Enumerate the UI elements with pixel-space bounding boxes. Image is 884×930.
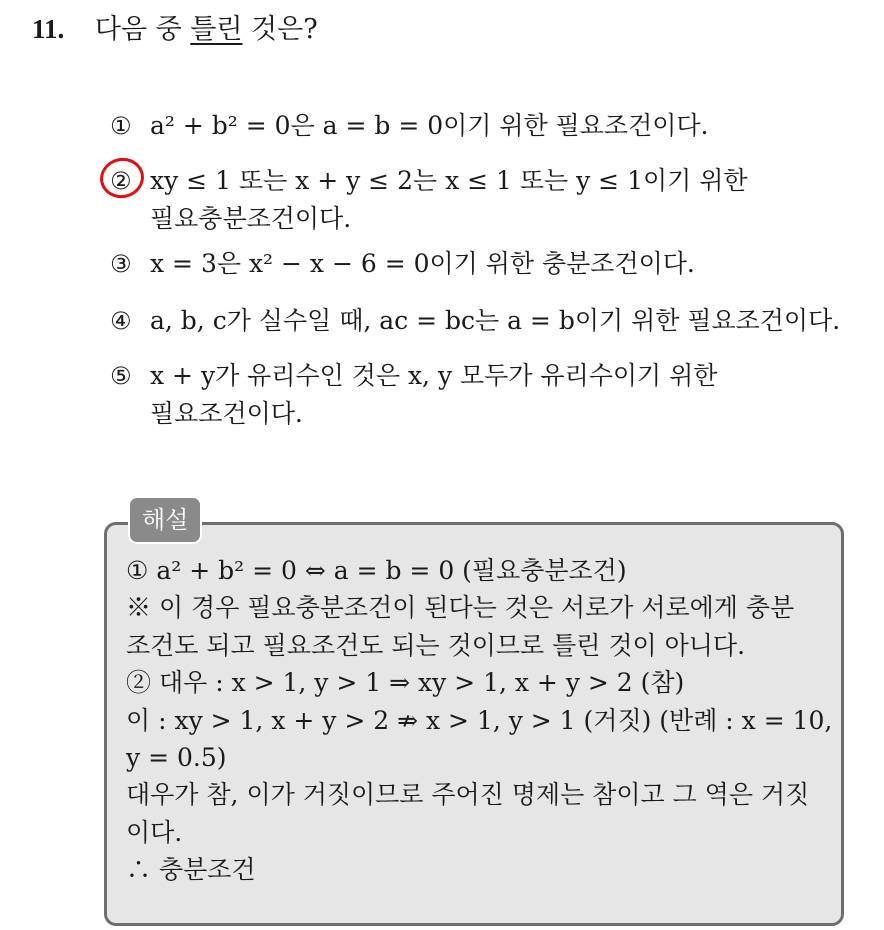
option-5-text-line1: x + y가 유리수인 것은 x, y 모두가 유리수이기 위한 (150, 361, 718, 390)
question-title-underlined: 틀린 (190, 14, 243, 45)
option-3-number: ③ (110, 250, 132, 278)
option-1-number: ① (110, 112, 132, 140)
option-3-text: x = 3은 x² − x − 6 = 0이기 위한 충분조건이다. (150, 249, 695, 278)
solution-body (126, 552, 833, 889)
option-2-text-line1: xy ≤ 1 또는 x + y ≤ 2는 x ≤ 1 또는 y ≤ 1이기 위한 (150, 166, 748, 195)
solution-line: ② 대우 : x > 1, y > 1 ⇒ xy > 1, x + y > 2 (참) (126, 668, 685, 698)
option-4[interactable] (110, 303, 840, 339)
option-2-number: ② (110, 167, 132, 195)
option-2-continued (110, 201, 351, 237)
question-title-after: 것은? (242, 14, 318, 45)
question-header (32, 12, 318, 47)
solution-line: ① a² + b² = 0 ⇔ a = b = 0 (필요충분조건) (126, 556, 627, 585)
solution-line: 조건도 되고 필요조건도 되는 것이므로 틀린 것이 아니다. (126, 630, 746, 660)
option-5-text-line2: 필요조건이다. (150, 399, 303, 428)
option-3[interactable] (110, 246, 695, 282)
question-number: 11. (32, 14, 65, 44)
question-title (95, 14, 318, 45)
option-4-number: ④ (110, 307, 132, 335)
option-2[interactable] (110, 163, 748, 199)
solution-line: 이다. (126, 817, 183, 847)
option-5-number: ⑤ (110, 362, 132, 390)
solution-line: 대우가 참, 이가 거짓이므로 주어진 명제는 참이고 그 역은 거짓 (126, 780, 810, 810)
option-5-continued (110, 396, 303, 432)
option-5[interactable] (110, 358, 717, 394)
option-4-text: a, b, c가 실수일 때, ac = bc는 a = b이기 위한 필요조건이다. (150, 306, 841, 335)
solution-line: 이 : xy > 1, x + y > 2 ⇏ x > 1, y > 1 (거짓) (반례 : x = 10, (126, 705, 833, 735)
question-title-before: 다음 중 (94, 14, 191, 45)
solution-line: ∴ 충분조건 (126, 855, 256, 885)
option-2-text-line2: 필요충분조건이다. (150, 204, 352, 233)
option-1[interactable] (110, 108, 708, 144)
solution-line: ※ 이 경우 필요충분조건이 된다는 것은 서로가 서로에게 충분 (126, 593, 795, 623)
option-1-text: a² + b² = 0은 a = b = 0이기 위한 필요조건이다. (150, 111, 709, 140)
solution-tag: 해설 (128, 496, 202, 544)
solution-line: y = 0.5) (126, 743, 227, 773)
